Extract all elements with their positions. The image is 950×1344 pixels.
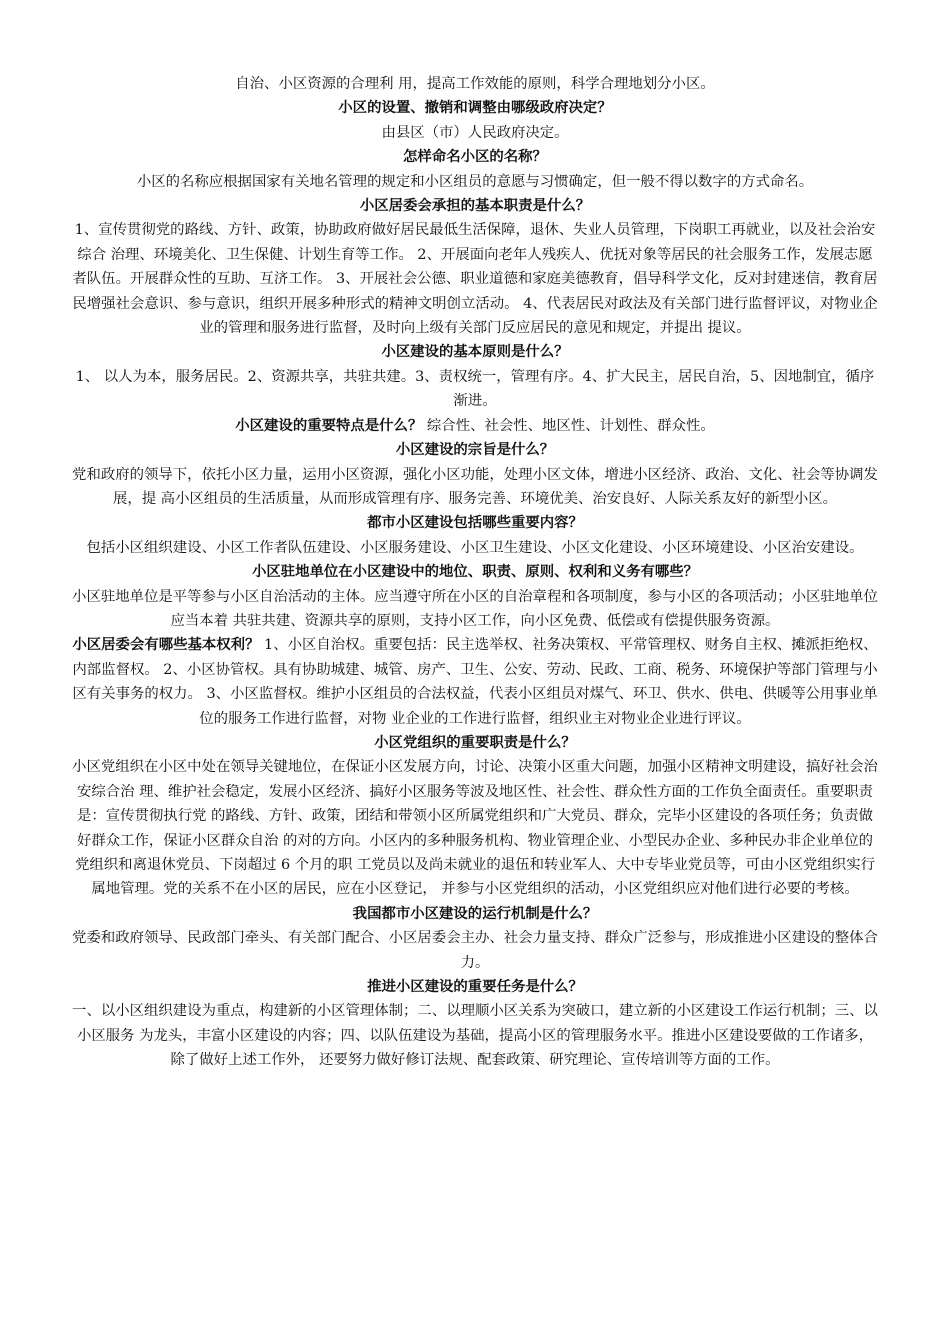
answer-4: 1、宣传贯彻党的路线、方针、政策，协助政府做好居民最低生活保障，退休、失业人员管理，下岗职工再就业，以及社会治安综合 治理、环境美化、卫生保健、计划生育等工作。 2、开展面向老年人残疾人、优抚对象等居民的社会服务工作，发展志愿者队伍。开展群众性的互助、互济工作。 3、开展社会公德、职业道德和家庭美德教育，倡导科学文化，反对封建迷信，教育居民增强社会意识、参与意识，组织开展多种形式的精神文明创立活动。 4、代表居民对政法及有关部门进行监督评议，对物业企业的管理和服务进行监督，及时向上级有关部门反应居民的意见和规定，并提出 提议。 <box>72 222 878 337</box>
question-heading-4: 小区居委会承担的基本职责是什么？ <box>359 198 591 215</box>
question-heading-10: 小区居委会有哪些基本权利？ <box>72 637 260 654</box>
section-10 <box>72 633 878 731</box>
question-heading-13: 推进小区建设的重要任务是什么？ <box>367 979 583 996</box>
section-6 <box>72 414 878 438</box>
question-heading-7: 小区建设的宗旨是什么？ <box>395 442 555 459</box>
answer-11: 小区党组织在小区中处在领导关键地位，在保证小区发展方向，讨论、决策小区重大问题，加强小区精神文明建设，搞好社会治安综合治 理、维护社会稳定，发展小区经济、搞好小区服务等波及地区性、社会性、群众性方面的工作负全面责任。重要职责是：宣传贯彻执行党 的路线、方针、政策，团结和带领小区所属党组织和广大党员、群众，完毕小区建设的各项任务；负责做好群众工作，保证小区群众自治 的对的方向。小区内的多种服务机构、物业管理企业、小型民办企业、多种民办非企业单位的党组织和离退休党员、下岗超过 6 个月的职 工党员以及尚未就业的退伍和转业军人、大中专毕业党员等，可由小区党组织实行属地管理。党的关系不在小区的居民，应在小区登记， 并参与小区党组织的活动，小区党组织应对他们进行必要的考核。 <box>72 759 878 898</box>
section-1-tail: 自治、小区资源的合理利 用，提高工作效能的原则，科学合理地划分小区。 <box>235 76 715 92</box>
question-heading-2: 小区的设置、撤销和调整由哪级政府决定？ <box>338 100 612 117</box>
answer-12: 党委和政府领导、民政部门牵头、有关部门配合、小区居委会主办、社会力量支持、群众广泛参与，形成推进小区建设的整体合力。 <box>72 930 878 971</box>
question-heading-5: 小区建设的基本原则是什么？ <box>381 344 569 361</box>
answer-10: 1、小区自治权。重要包括：民主选举权、社务决策权、平常管理权、财务自主权、摊派拒绝权、内部监督权。 2、小区协管权。具有协助城建、城管、房产、卫生、公安、劳动、民政、工商、税务、环境保护等部门管理与小区有关事务的权力。 3、小区监督权。维护小区组员的合法权益，代表小区组员对煤气、环卫、供水、供电、供暖等公用事业单位的服务工作进行监督，对物 业企业的工作进行监督，组织业主对物业企业进行评议。 <box>72 637 878 727</box>
answer-13: 一、以小区组织建设为重点，构建新的小区管理体制；二、以理顺小区关系为突破口，建立新的小区建设工作运行机制；三、以小区服务 为龙头，丰富小区建设的内容；四、以队伍建设为基础，提高小区的管理服务水平。推进小区建设要做的工作诸多，除了做好上述工作外， 还要努力做好修订法规、配套政策、研究理论、宣传培训等方面的工作。 <box>72 1003 878 1069</box>
answer-2: 由县区（市）人民政府决定。 <box>381 124 569 141</box>
answer-3: 小区的名称应根据国家有关地名管理的规定和小区组员的意愿与习惯确定，但一般不得以数字的方式命名。 <box>136 173 814 190</box>
answer-5: 1、 以人为本，服务居民。2、资源共享，共驻共建。3、责权统一，管理有序。4、扩大民主，居民自治，5、因地制宜，循序渐进。 <box>75 368 875 410</box>
question-heading-3: 怎样命名小区的名称？ <box>403 149 547 166</box>
question-heading-6: 小区建设的重要特点是什么？ <box>235 417 423 434</box>
answer-9: 小区驻地单位是平等参与小区自治活动的主体。应当遵守所在小区的自治章程和各项制度，参与小区的各项活动；小区驻地单位应当本着 共驻共建、资源共享的原则，支持小区工作，向小区免费、低偿或有偿提供服务资源。 <box>72 588 878 629</box>
question-heading-8: 都市小区建设包括哪些重要内容？ <box>367 515 583 532</box>
answer-6: 综合性、社会性、地区性、计划性、群众性。 <box>422 417 715 434</box>
question-heading-9: 小区驻地单位在小区建设中的地位、职责、原则、权利和义务有哪些？ <box>251 564 699 581</box>
question-heading-11: 小区党组织的重要职责是什么？ <box>374 734 576 751</box>
question-heading-12: 我国都市小区建设的运行机制是什么？ <box>352 905 598 922</box>
answer-7: 党和政府的领导下，依托小区力量，运用小区资源，强化小区功能，处理小区文体，增进小区经济、政治、文化、社会等协调发展，提 高小区组员的生活质量，从而形成管理有序、服务完善、环境优美、治安良好、人际关系友好的新型小区。 <box>72 466 878 507</box>
answer-8: 包括小区组织建设、小区工作者队伍建设、小区服务建设、小区卫生建设、小区文化建设、小区环境建设、小区治安建设。 <box>86 539 864 556</box>
